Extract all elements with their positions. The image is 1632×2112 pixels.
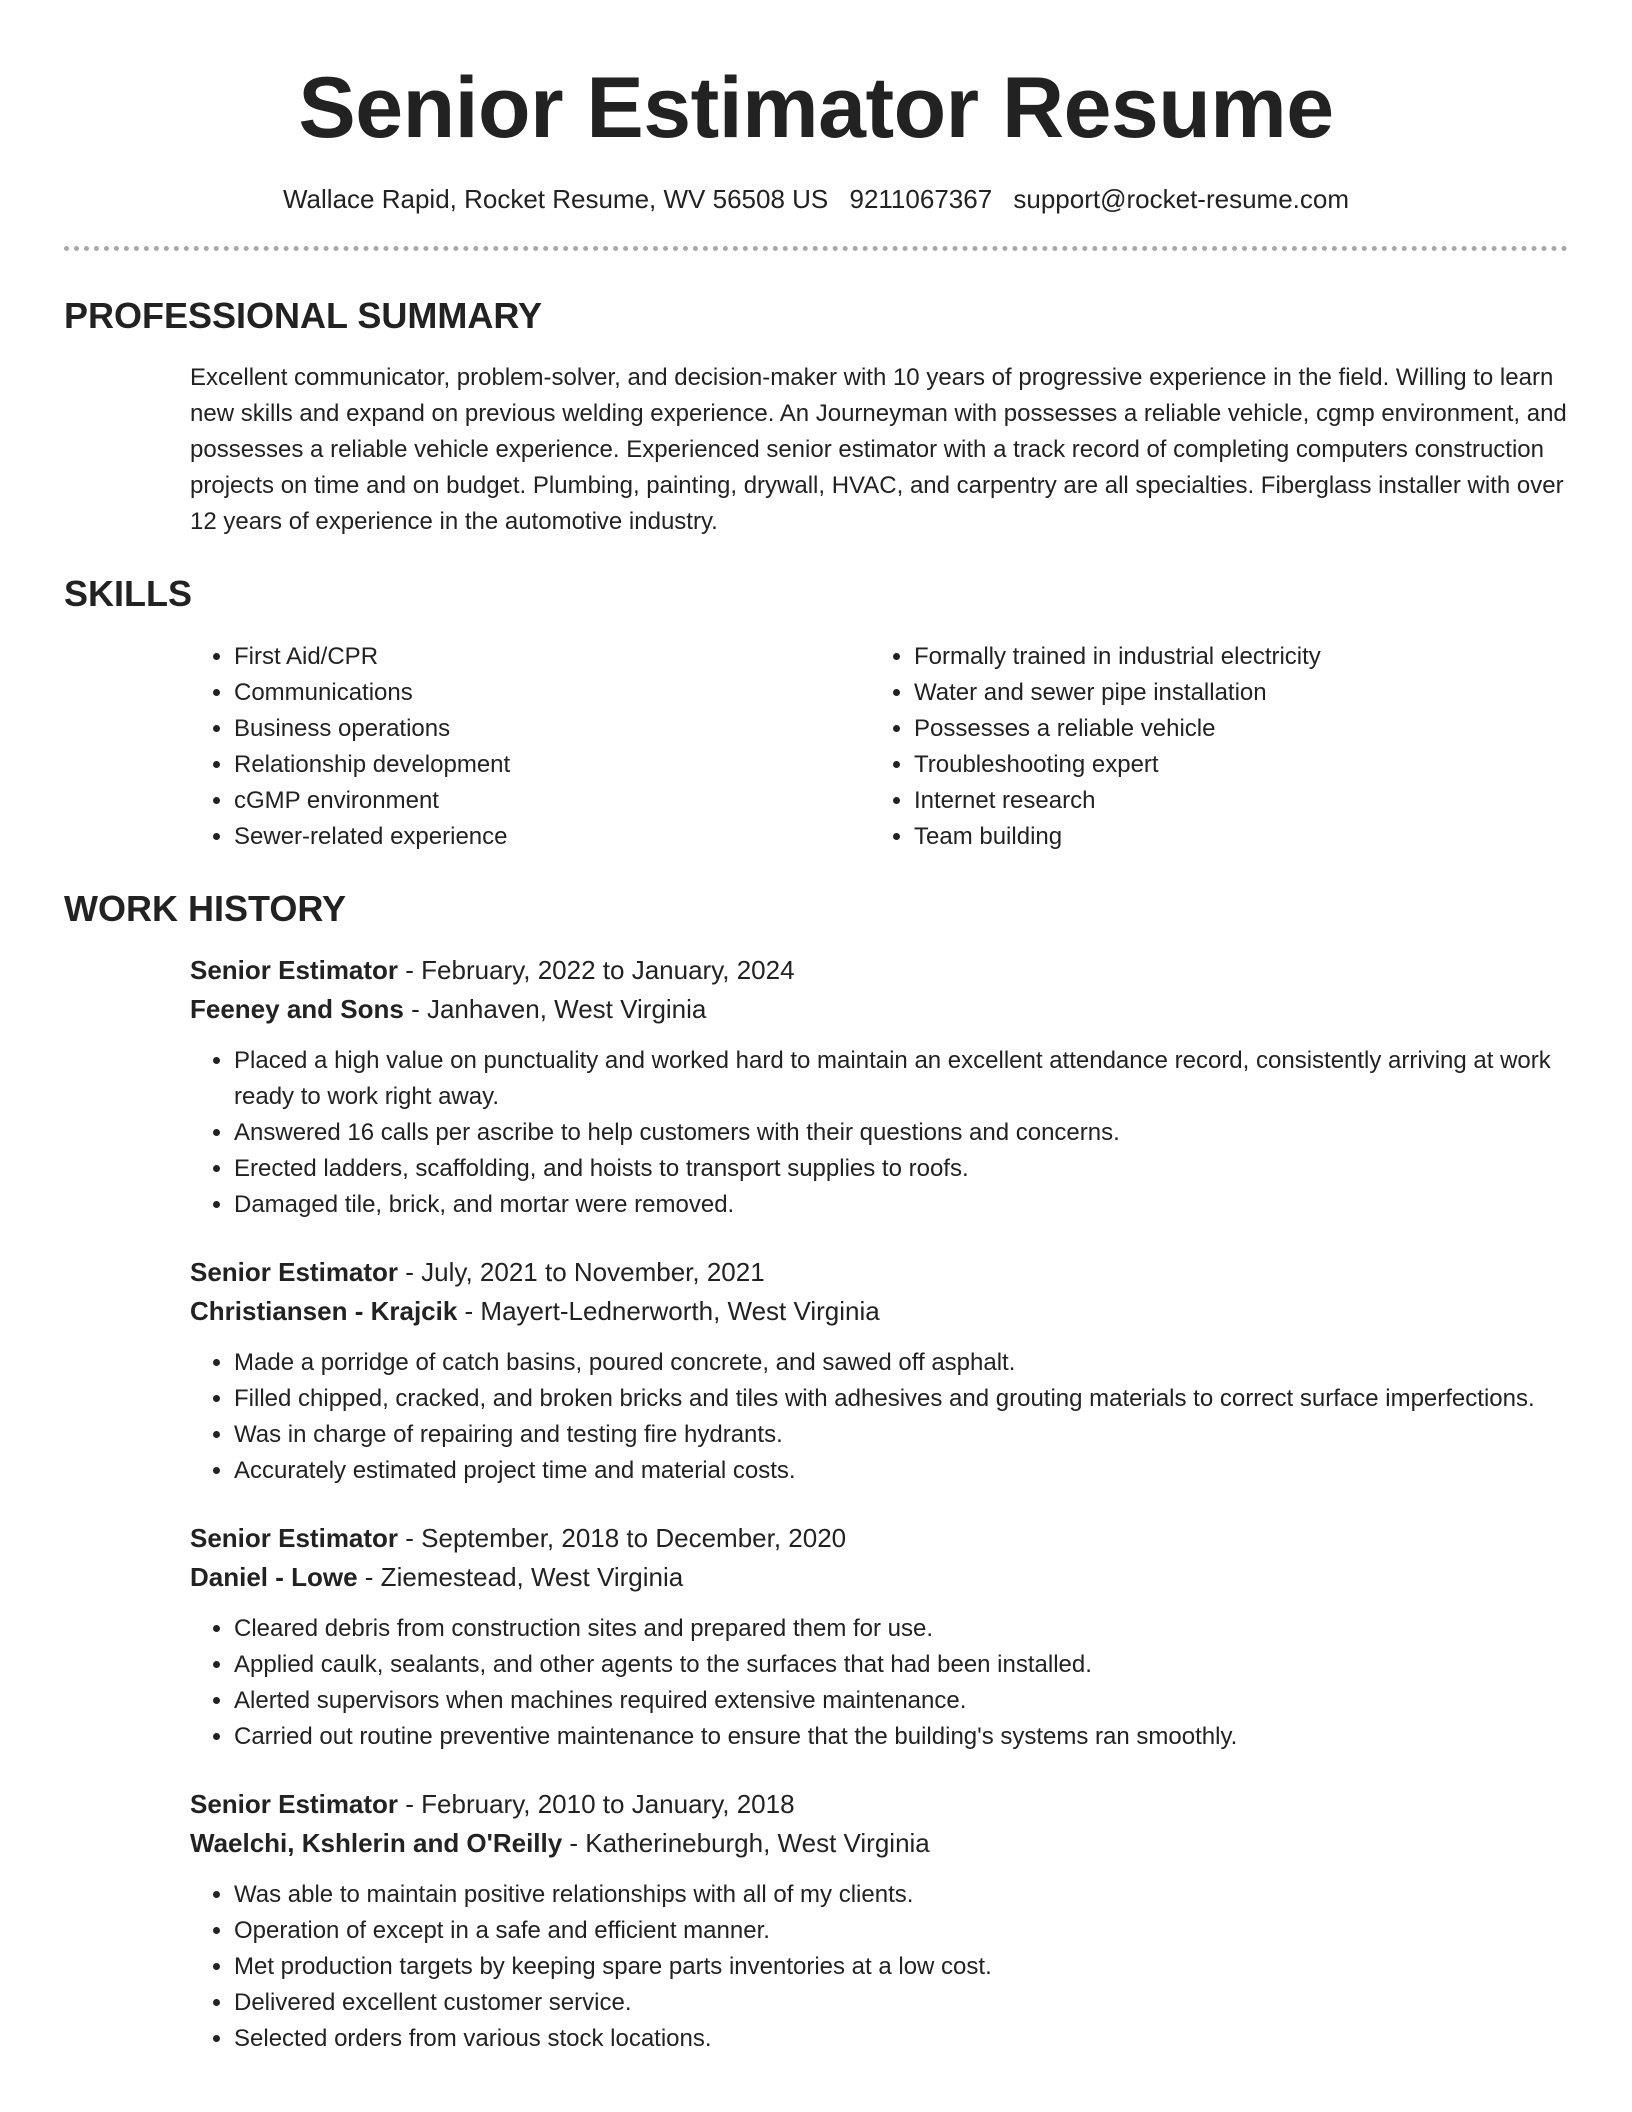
job-title-line [190,1785,1568,1824]
skill-item: • Relationship development [234,747,870,783]
job-entry [190,1519,1568,1755]
job-bullet: • Made a porridge of catch basins, poured concrete, and sawed off asphalt. [234,1345,1568,1381]
job-entry [190,951,1568,1223]
job-bullets [190,1877,1568,2057]
job-title-line [190,1519,1568,1558]
skill-item: • Water and sewer pipe installation [914,675,1554,711]
resume-title: Senior Estimator Resume [298,60,1334,156]
contact-email[interactable]: support@rocket-resume.com [1013,184,1350,214]
skills-column-left [190,639,870,855]
job-bullet: • Erected ladders, scaffolding, and hoists to transport supplies to roofs. [234,1151,1568,1187]
job-bullets [190,1345,1568,1489]
skill-item: • Possesses a reliable vehicle [914,711,1554,747]
skill-item: • Sewer-related experience [234,819,870,855]
job-company: Daniel - Lowe [190,1562,358,1592]
job-bullet: • Placed a high value on punctuality and worked hard to maintain an excellent attendance record, consistently arriving at work ready to work right away. [234,1043,1568,1115]
job-title-line [190,1253,1568,1292]
job-bullet: • Was able to maintain positive relationships with all of my clients. [234,1877,1568,1913]
job-title-line [190,951,1568,990]
header-divider [64,246,1568,251]
job-company: Christiansen - Krajcik [190,1296,458,1326]
job-bullet: • Was in charge of repairing and testing fire hydrants. [234,1417,1568,1453]
job-company: Feeney and Sons [190,994,404,1024]
summary-heading: PROFESSIONAL SUMMARY [64,295,543,336]
job-company-line [190,1558,1568,1597]
job-bullet: • Cleared debris from construction sites and prepared them for use. [234,1611,1568,1647]
skills-column-right [870,639,1554,855]
skill-item: • Communications [234,675,870,711]
job-bullets [190,1611,1568,1755]
skill-item: • Formally trained in industrial electricity [914,639,1554,675]
job-bullet: • Operation of except in a safe and efficient manner. [234,1913,1568,1949]
job-dates: - September, 2018 to December, 2020 [398,1523,847,1553]
job-company: Waelchi, Kshlerin and O'Reilly [190,1828,563,1858]
job-bullet: • Filled chipped, cracked, and broken bricks and tiles with adhesives and grouting materials to correct surface imperfections. [234,1381,1568,1417]
job-location: - Ziemestead, West Virginia [357,1562,684,1592]
contact-phone: 9211067367 [849,184,993,214]
job-entry [190,1253,1568,1489]
job-title: Senior Estimator [190,955,399,985]
job-entry [190,1785,1568,2057]
resume-page [64,0,1568,2087]
skill-item: • Internet research [914,783,1554,819]
skill-item: • Team building [914,819,1554,855]
job-dates: - February, 2022 to January, 2024 [398,955,795,985]
skill-item: • First Aid/CPR [234,639,870,675]
job-company-line [190,990,1568,1029]
job-dates: - February, 2010 to January, 2018 [398,1789,795,1819]
work-history-list [190,951,1568,2057]
job-bullets [190,1043,1568,1223]
job-location: - Janhaven, West Virginia [403,994,707,1024]
job-bullet: • Damaged tile, brick, and mortar were removed. [234,1187,1568,1223]
job-bullet: • Accurately estimated project time and material costs. [234,1453,1568,1489]
summary-text: Excellent communicator, problem-solver, and decision-maker with 10 years of progressive experience in the field. Willing to learn new skills and expand on previous welding experience. An Journeyman with possesses a reliable vehicle, cgmp environment, and possesses a reliable vehicle experience. Experienced senior estimator with a track record of completing computers construction projects on time and on budget. Plumbing, painting, drywall, HVAC, and carpentry are all specialties. Fiberglass installer with over 12 years of experience in the automotive industry. [190,364,1567,535]
skills-list [190,639,1568,855]
job-bullet: • Carried out routine preventive maintenance to ensure that the building's systems ran smoothly. [234,1719,1568,1755]
job-bullet: • Alerted supervisors when machines required extensive maintenance. [234,1683,1568,1719]
job-title: Senior Estimator [190,1523,399,1553]
job-title: Senior Estimator [190,1789,399,1819]
skill-item: • cGMP environment [234,783,870,819]
job-title: Senior Estimator [190,1257,399,1287]
skills-heading: SKILLS [64,573,193,614]
job-location: - Katherineburgh, West Virginia [562,1828,930,1858]
work-history-heading: WORK HISTORY [64,888,347,929]
skill-item: • Troubleshooting expert [914,747,1554,783]
job-location: - Mayert-Lednerworth, West Virginia [457,1296,880,1326]
job-bullet: • Selected orders from various stock locations. [234,2021,1568,2057]
job-dates: - July, 2021 to November, 2021 [398,1257,765,1287]
job-bullet: • Answered 16 calls per ascribe to help customers with their questions and concerns. [234,1115,1568,1151]
job-bullet: • Delivered excellent customer service. [234,1985,1568,2021]
job-company-line [190,1824,1568,1863]
job-bullet: • Met production targets by keeping spare parts inventories at a low cost. [234,1949,1568,1985]
skill-item: • Business operations [234,711,870,747]
contact-line [64,182,1568,216]
job-bullet: • Applied caulk, sealants, and other agents to the surfaces that had been installed. [234,1647,1568,1683]
job-company-line [190,1292,1568,1331]
contact-address: Wallace Rapid, Rocket Resume, WV 56508 US [282,184,829,214]
